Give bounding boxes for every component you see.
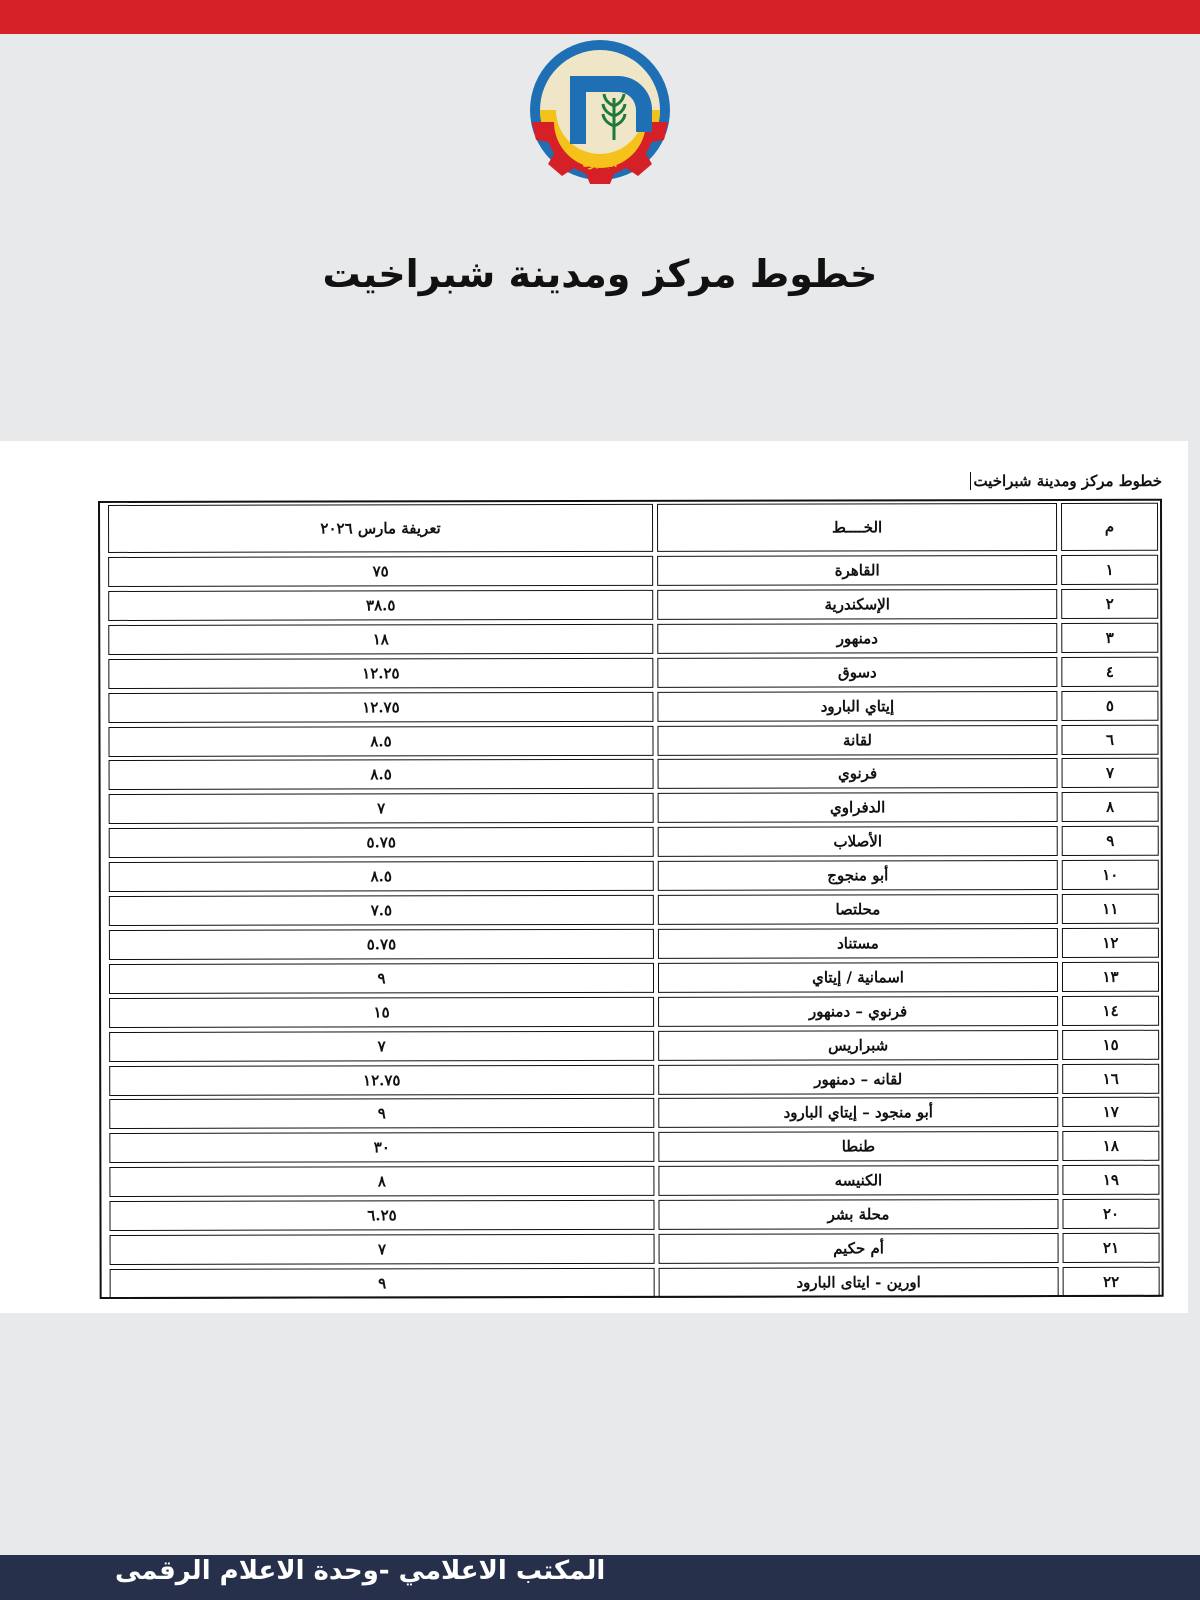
table-row — [100, 553, 1160, 589]
line-name: فرنوي – دمنهور — [658, 996, 1058, 1027]
line-name: محلتصا — [658, 894, 1058, 925]
table-row — [101, 824, 1161, 860]
svg-text:البحيرة: البحيرة — [582, 159, 618, 170]
table-row — [101, 993, 1161, 1029]
line-name: اورين - ايتاى البارود — [659, 1267, 1059, 1298]
table-row — [101, 1061, 1161, 1097]
fare-value: ٧ — [109, 1030, 654, 1061]
fare-value: ٣٨.٥ — [108, 590, 653, 621]
line-name: لقانة — [657, 724, 1057, 755]
fare-value: ٩ — [109, 963, 654, 994]
governorate-logo — [526, 36, 674, 184]
table-row — [100, 587, 1160, 623]
line-name: مستناد — [658, 928, 1058, 959]
table-row — [102, 1231, 1162, 1267]
table-row — [101, 960, 1161, 996]
line-name: أبو منجود – إيتاي البارود — [658, 1097, 1058, 1128]
row-number: ١٧ — [1062, 1097, 1159, 1127]
column-header-number: م — [1061, 503, 1158, 551]
row-number: ١٢ — [1062, 928, 1159, 958]
line-name: محلة بشر — [658, 1199, 1058, 1230]
row-number: ٤ — [1061, 656, 1158, 686]
fare-value: ١٢.٧٥ — [109, 1064, 654, 1095]
line-name: فرنوي — [658, 758, 1058, 789]
scanned-document — [0, 441, 1188, 1313]
line-name: طنطا — [658, 1131, 1058, 1162]
table-row — [101, 1095, 1161, 1131]
fare-value: ٩ — [110, 1268, 655, 1299]
fare-value: ٦.٢٥ — [109, 1200, 654, 1231]
fare-value: ٣٠ — [109, 1132, 654, 1163]
line-name: أبو منجوج — [658, 860, 1058, 891]
fare-value: ٨.٥ — [109, 759, 654, 790]
fares-table — [98, 499, 1164, 1299]
table-row — [102, 1265, 1162, 1301]
table-row — [101, 858, 1161, 894]
row-number: ١٠ — [1062, 860, 1159, 890]
fare-value: ٩ — [109, 1098, 654, 1129]
row-number: ٦ — [1061, 724, 1158, 754]
table-row — [101, 756, 1161, 792]
row-number: ١٣ — [1062, 962, 1159, 992]
fare-value: ٧ — [109, 793, 654, 824]
line-name: الكنيسه — [658, 1165, 1058, 1196]
table-row — [101, 926, 1161, 962]
line-name: شبراريس — [658, 1030, 1058, 1061]
line-name: القاهرة — [657, 555, 1057, 586]
column-header-line: الخــــط — [657, 503, 1057, 552]
line-name: دسوق — [657, 657, 1057, 688]
top-red-bar — [0, 0, 1200, 34]
row-number: ٧ — [1062, 758, 1159, 788]
document-title: خطوط مركز ومدينة شبراخيت — [970, 472, 1162, 490]
fare-value: ٨ — [109, 1166, 654, 1197]
table-row — [101, 892, 1161, 928]
fare-value: ١٢.٢٥ — [108, 658, 653, 689]
fare-value: ١٢.٧٥ — [108, 691, 653, 722]
page-title: خطوط مركز ومدينة شبراخيت — [322, 252, 878, 296]
row-number: ٨ — [1062, 792, 1159, 822]
column-header-fare: تعريفة مارس ٢٠٢٦ — [108, 504, 653, 553]
row-number: ٢٢ — [1063, 1267, 1160, 1297]
row-number: ١٩ — [1062, 1165, 1159, 1195]
fare-value: ٨.٥ — [109, 861, 654, 892]
line-name: الدفراوي — [658, 792, 1058, 823]
table-row — [101, 1129, 1161, 1165]
line-name: إيتاي البارود — [657, 691, 1057, 722]
line-name: الأصلاب — [658, 826, 1058, 857]
line-name: لقانه – دمنهور — [658, 1063, 1058, 1094]
table-row — [101, 1197, 1161, 1233]
table-row — [101, 790, 1161, 826]
fare-value: ٧ — [110, 1234, 655, 1265]
line-name: الإسكندرية — [657, 589, 1057, 620]
table-row — [100, 621, 1160, 657]
row-number: ٢٠ — [1062, 1199, 1159, 1229]
row-number: ٢١ — [1063, 1233, 1160, 1263]
fare-value: ١٨ — [108, 624, 653, 655]
table-row — [101, 1163, 1161, 1199]
line-name: أم حكيم — [659, 1233, 1059, 1264]
footer-text: المكتب الاعلامي -وحدة الاعلام الرقمى — [115, 1556, 606, 1586]
table-row — [100, 654, 1160, 690]
row-number: ١٦ — [1062, 1063, 1159, 1093]
line-name: دمنهور — [657, 623, 1057, 654]
row-number: ١٥ — [1062, 1029, 1159, 1059]
row-number: ٢ — [1061, 589, 1158, 619]
table-row — [100, 722, 1160, 758]
fare-value: ١٥ — [109, 997, 654, 1028]
row-number: ٣ — [1061, 623, 1158, 653]
row-number: ٥ — [1061, 690, 1158, 720]
row-number: ١٤ — [1062, 995, 1159, 1025]
row-number: ١١ — [1062, 894, 1159, 924]
fare-value: ٨.٥ — [108, 725, 653, 756]
fare-value: ٥.٧٥ — [109, 827, 654, 858]
table-header — [100, 501, 1160, 555]
row-number: ١ — [1061, 555, 1158, 585]
fare-value: ٥.٧٥ — [109, 929, 654, 960]
fare-value: ٧٥ — [108, 556, 653, 587]
table-row — [100, 688, 1160, 724]
fare-value: ٧.٥ — [109, 895, 654, 926]
row-number: ١٨ — [1062, 1131, 1159, 1161]
line-name: اسمانية / إيتاي — [658, 962, 1058, 993]
row-number: ٩ — [1062, 826, 1159, 856]
table-row — [101, 1027, 1161, 1063]
